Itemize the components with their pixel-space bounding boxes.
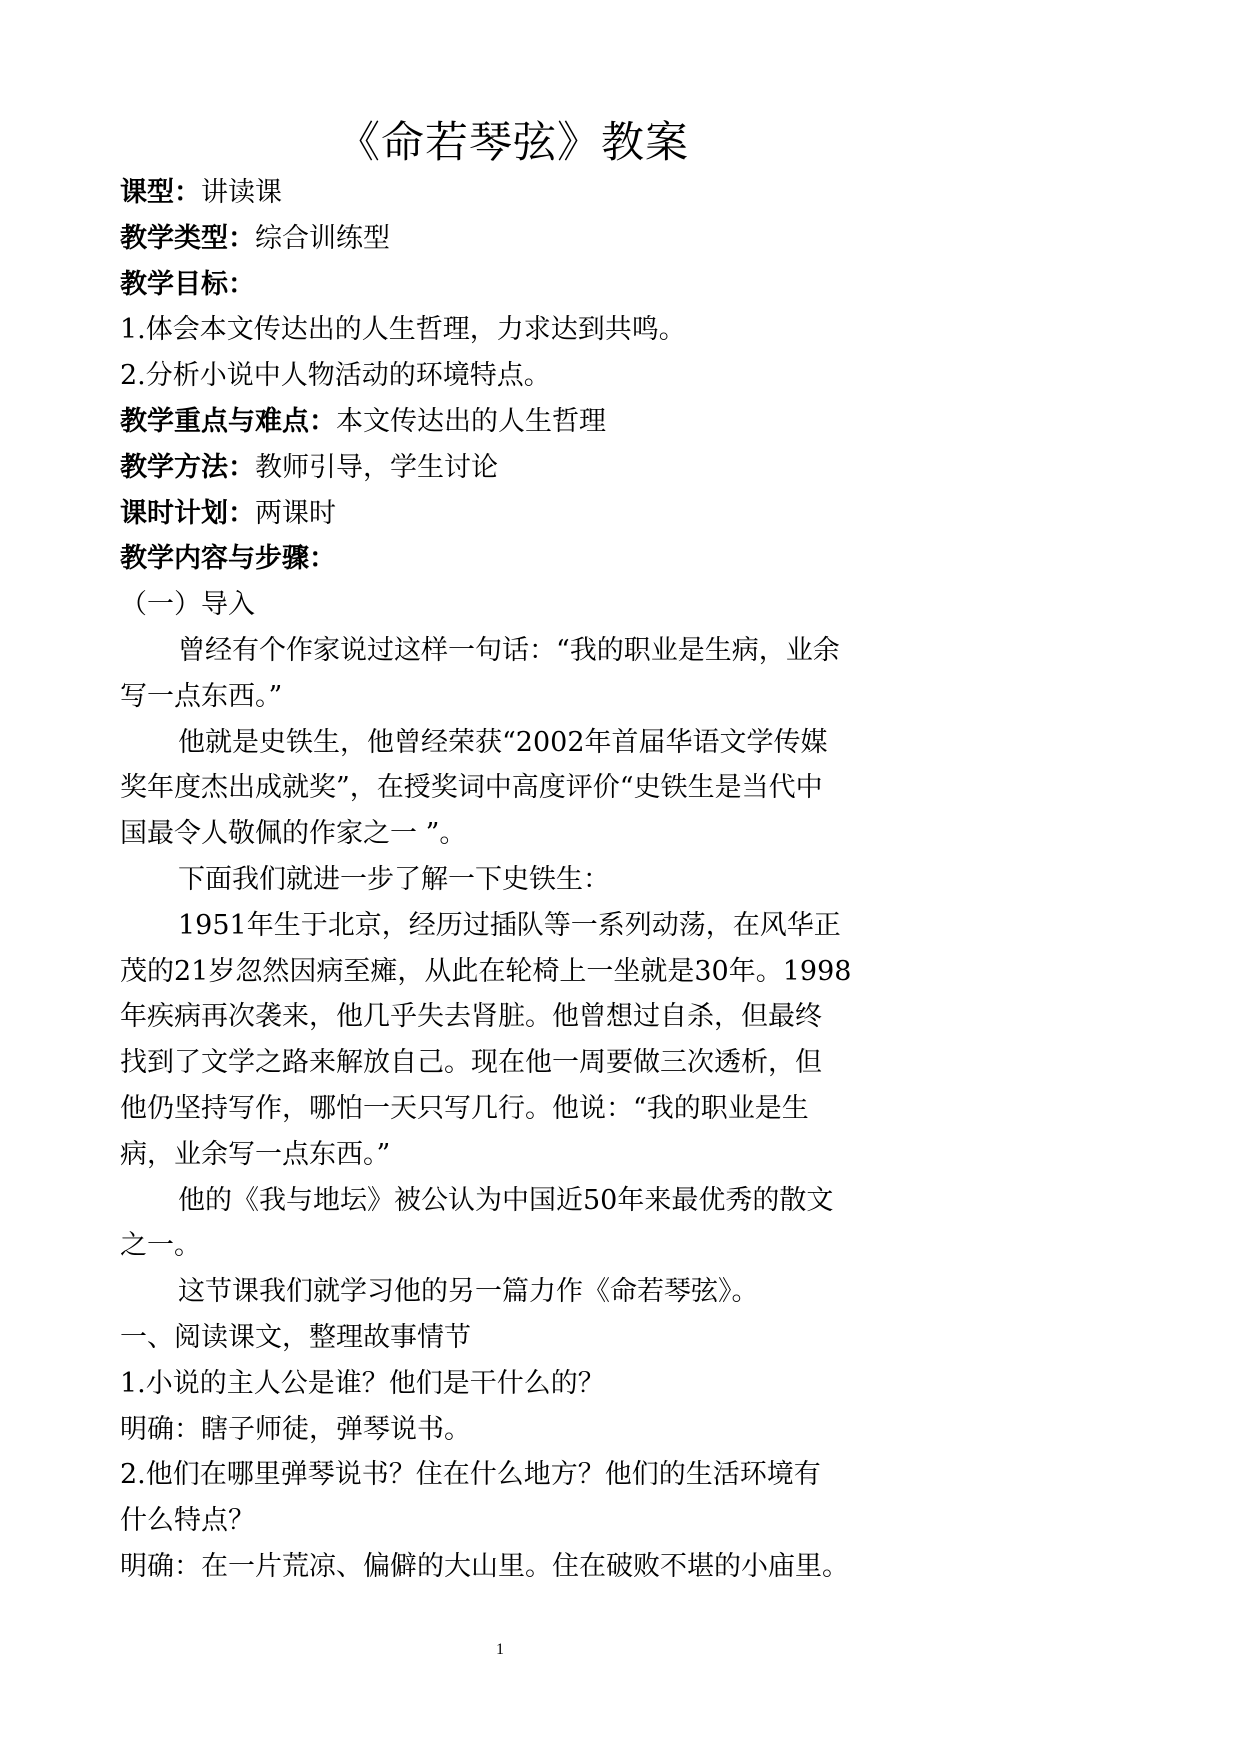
page-number: 1 [496,1641,504,1658]
content-heading-line [120,536,900,582]
paragraph-line: 他就是史铁生，他曾经荣获“2002年首届华语文学传媒 [178,726,828,758]
teaching-type-value: 综合训练型 [255,222,390,254]
paragraph-line: 曾经有个作家说过这样一句话：“我的职业是生病，业余 [178,634,840,666]
teaching-type-line [120,216,900,262]
paragraph-line: 茂的21岁忽然因病至瘫，从此在轮椅上一坐就是30年。1998 [120,955,852,987]
paragraph-line: 找到了文学之路来解放自己。现在他一周要做三次透析，但 [120,1047,822,1079]
paragraph-line: 1951年生于北京，经历过插队等一系列动荡，在风华正 [178,909,841,941]
document-title: 《命若琴弦》教案 [337,118,689,168]
lesson-type-value: 讲读课 [201,177,282,208]
paragraph-line: 国最令人敬佩的作家之一 ”。 [120,818,467,850]
key-points-line [120,399,900,445]
lesson-type-line [120,170,900,216]
answer-line: 明确：在一片荒凉、偏僻的大山里。住在破败不堪的小庙里。 [120,1550,849,1582]
answer-line: 明确：瞎子师徒，弹琴说书。 [120,1413,471,1445]
paragraph-line: 写一点东西。” [120,680,283,712]
teaching-type-label: 教学类型： [120,222,255,254]
paragraph-line: 年疾病再次袭来，他几乎失去肾脏。他曾想过自杀，但最终 [120,1001,822,1033]
objective-item: 1.体会本文传达出的人生哲理，力求达到共鸣。 [120,314,686,346]
objective-item: 2.分析小说中人物活动的环境特点。 [120,360,551,392]
paragraph-line: 他仍坚持写作，哪怕一天只写几行。他说：“我的职业是生 [120,1092,809,1124]
document-body [120,170,900,1590]
paragraph-line: 下面我们就进一步了解一下史铁生： [178,863,610,895]
schedule-line [120,491,900,537]
paragraph-line: 这节课我们就学习他的另一篇力作《命若琴弦》。 [178,1276,759,1308]
content-heading: 教学内容与步骤： [120,543,336,575]
question-line: 什么特点？ [120,1505,255,1537]
methods-value: 教师引导，学生讨论 [255,451,498,483]
section-one-heading: 一、阅读课文，整理故事情节 [120,1321,471,1353]
lesson-type-label: 课型： [120,177,201,208]
section-intro-heading: （一）导入 [120,589,255,621]
key-points-label: 教学重点与难点： [120,405,336,437]
paragraph-line: 病，业余写一点东西。” [120,1138,391,1170]
objectives-heading-line [120,262,900,308]
schedule-label: 课时计划： [120,497,255,529]
question-line: 2.他们在哪里弹琴说书？住在什么地方？他们的生活环境有 [120,1459,821,1491]
key-points-value: 本文传达出的人生哲理 [336,405,606,437]
question-line: 1.小说的主人公是谁？他们是干什么的？ [120,1367,605,1399]
methods-line [120,445,900,491]
paragraph-line: 他的《我与地坛》被公认为中国近50年来最优秀的散文 [178,1184,834,1216]
objectives-label: 教学目标： [120,268,255,300]
schedule-value: 两课时 [255,497,336,529]
methods-label: 教学方法： [120,451,255,483]
paragraph-line: 之一。 [120,1230,201,1262]
paragraph-line: 奖年度杰出成就奖”，在授奖词中高度评价“史铁生是当代中 [120,772,823,804]
